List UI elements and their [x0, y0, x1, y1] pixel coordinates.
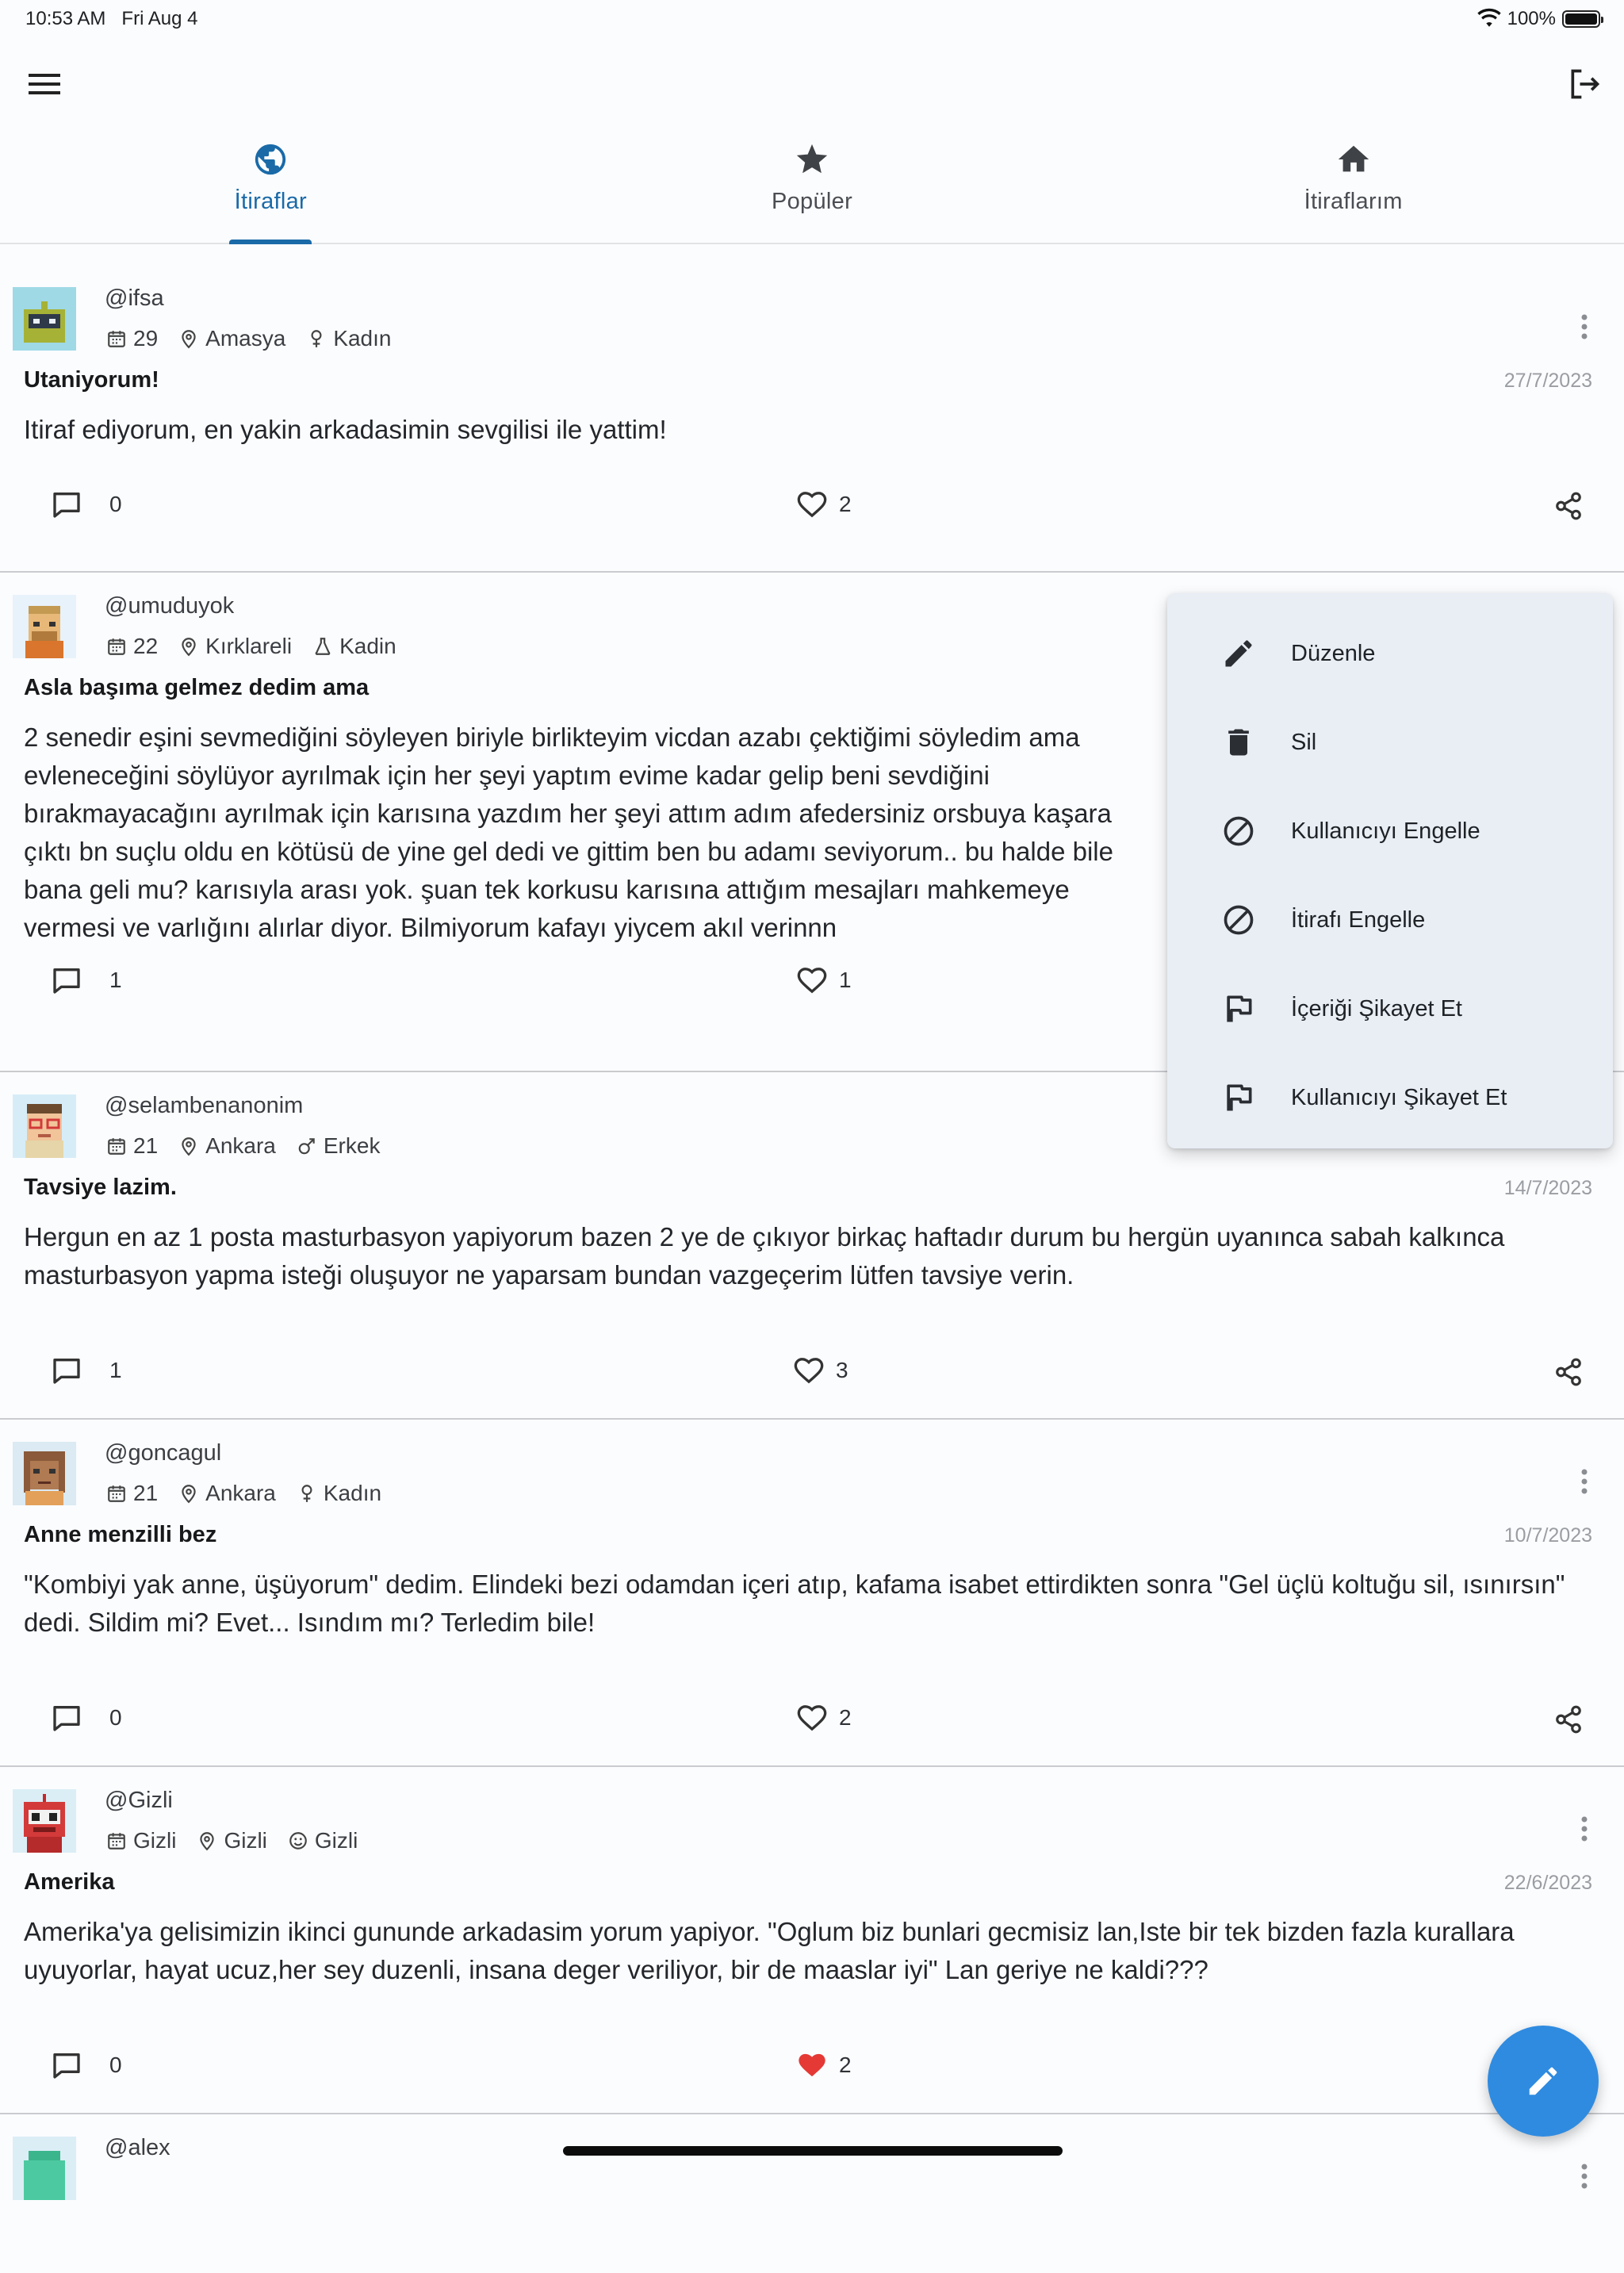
gender-value: Kadin	[339, 634, 396, 658]
menu-item-report-content[interactable]	[1167, 964, 1613, 1053]
like-count: 2	[839, 1705, 852, 1730]
battery-level: 100%	[1507, 8, 1556, 29]
like-button[interactable]	[796, 964, 852, 996]
menu-item-label: Kullanıcıyı Şikayet Et	[1291, 1084, 1507, 1110]
user-meta	[106, 326, 391, 351]
age-value: 29	[133, 326, 159, 351]
pencil-icon	[1221, 636, 1256, 671]
flag-icon	[1221, 1080, 1256, 1115]
star-icon	[794, 141, 830, 178]
wifi-icon	[1477, 10, 1501, 28]
gender-value: Kadın	[323, 1481, 382, 1505]
comment-button[interactable]	[51, 489, 122, 520]
comment-icon	[51, 489, 82, 520]
home-icon	[1335, 141, 1372, 178]
post-date: 27/7/2023	[1503, 370, 1592, 392]
menu-item-label: Düzenle	[1291, 640, 1376, 666]
comment-count: 0	[109, 1705, 122, 1730]
logout-button[interactable]	[1562, 62, 1607, 106]
post-title: Amerika	[24, 1869, 115, 1895]
gender	[288, 1828, 358, 1853]
lab-flask-icon	[312, 636, 333, 657]
menu-item-block-confession[interactable]	[1167, 876, 1613, 964]
comment-count: 0	[109, 492, 122, 516]
post-card	[0, 246, 1624, 573]
comment-count: 1	[109, 1358, 122, 1382]
age	[106, 634, 158, 659]
more-vertical-icon	[1580, 312, 1589, 341]
post-options-menu	[1167, 593, 1613, 1148]
post-card	[0, 1420, 1624, 1767]
more-options-button[interactable]	[1567, 1461, 1602, 1502]
tab-label: İtiraflar	[234, 189, 307, 214]
post-title: Asla başıma gelmez dedim ama	[24, 675, 370, 700]
status-indicators	[1477, 8, 1600, 30]
gender	[312, 634, 396, 659]
menu-item-report-user[interactable]	[1167, 1053, 1613, 1142]
male-icon	[297, 1136, 317, 1156]
heart-outline-icon	[793, 1355, 825, 1386]
post-body: Itiraf ediyorum, en yakin arkadasimin sevgilisi ile yattim!	[24, 415, 667, 444]
more-vertical-icon	[1580, 2162, 1589, 2191]
comment-button[interactable]	[51, 964, 122, 996]
status-bar	[0, 0, 1624, 38]
age	[106, 1828, 176, 1853]
home-indicator[interactable]	[563, 2146, 1063, 2156]
username[interactable]: @Gizli	[105, 1788, 173, 1813]
female-icon	[306, 328, 327, 349]
like-count: 2	[839, 492, 852, 516]
gender	[297, 1133, 381, 1159]
gender-value: Gizli	[314, 1828, 358, 1853]
location	[197, 1828, 266, 1853]
flag-icon	[1221, 991, 1256, 1026]
like-button[interactable]	[796, 2049, 852, 2081]
like-count: 2	[839, 2053, 852, 2077]
hamburger-menu-button[interactable]	[24, 63, 65, 105]
tab-populer[interactable]	[542, 131, 1083, 243]
confession-feed	[0, 246, 1624, 2273]
post-card	[0, 1767, 1624, 2114]
heart-outline-icon	[796, 1702, 828, 1734]
battery-icon	[1562, 10, 1600, 28]
like-count: 3	[836, 1358, 848, 1382]
post-card	[0, 2114, 1624, 2273]
pencil-icon	[1525, 2063, 1561, 2099]
clock: 10:53 AM	[25, 8, 106, 29]
gender-value: Kadın	[333, 326, 392, 351]
more-options-button[interactable]	[1567, 306, 1602, 347]
age	[106, 1481, 158, 1506]
post-date: 22/6/2023	[1503, 1872, 1592, 1894]
avatar[interactable]	[13, 1094, 76, 1158]
menu-item-label: Kullanıcıyı Engelle	[1291, 818, 1480, 844]
more-options-button[interactable]	[1567, 2156, 1602, 2197]
share-icon	[1553, 491, 1584, 521]
location	[178, 326, 285, 351]
menu-item-delete[interactable]	[1167, 698, 1613, 787]
menu-item-block-user[interactable]	[1167, 787, 1613, 876]
age	[106, 1133, 158, 1159]
post-body: "Kombiyi yak anne, üşüyorum" dedim. Elindeki bezi odamdan içeri atıp, kafama isabet ettirdikten sonra "Gel üçlü koltuğu sil, ısınırsın" dedi. Sildim mi? Evet... Isındım mı? Terledim bile!	[24, 1570, 1565, 1637]
menu-icon	[29, 72, 60, 96]
tab-itiraflar[interactable]	[0, 131, 542, 243]
share-icon	[1553, 1704, 1584, 1734]
location-pin-icon	[178, 1483, 199, 1504]
avatar[interactable]	[13, 595, 76, 658]
username[interactable]: @selambenanonim	[105, 1093, 304, 1118]
username[interactable]: @goncagul	[105, 1440, 222, 1466]
post-date: 14/7/2023	[1503, 1177, 1592, 1199]
comment-count: 0	[109, 2053, 122, 2077]
more-options-button[interactable]	[1567, 1808, 1602, 1849]
comment-icon	[51, 964, 82, 996]
tab-bar	[0, 131, 1624, 244]
age	[106, 326, 158, 351]
city-value: Ankara	[205, 1481, 276, 1505]
post-body: 2 senedir eşini sevmediğini söyleyen biriyle birlikteyim vicdan azabı çektiğimi söyledim ama evleneceğini söylüyor ayrılmak için her şeyi yaptım evime kadar gelip beni sevdiğini bırakmayacağını ayrılmak için karısına yazdım her şeyi attım adım afedersiniz orsbuya kaşara çıktı bn suçlu oldu en kötüsü de yine gel dedi ve gittim ben bu adamı seviyorum.. bu halde bile bana geli mu? karısıyla arası yok. şuan tek korkusu karısına attığım mesajları mahkemeye vermesi ve varlığını alırlar diyor. Bilmiyorum kafayı yiycem akıl verinnn	[24, 723, 1113, 942]
location-pin-icon	[197, 1830, 217, 1851]
city-value: Gizli	[224, 1828, 267, 1853]
user-meta	[106, 634, 396, 659]
block-icon	[1221, 903, 1256, 937]
post-title: Utaniyorum!	[24, 367, 159, 393]
post-actions	[0, 1702, 1624, 1750]
location	[178, 1481, 276, 1506]
post-actions	[0, 2049, 1624, 2097]
post-title: Tavsiye lazim.	[24, 1175, 177, 1200]
age-value: Gizli	[133, 1828, 177, 1853]
calendar-icon	[106, 636, 127, 657]
user-meta	[106, 1133, 380, 1159]
city-value: Ankara	[205, 1133, 276, 1158]
calendar-icon	[106, 1483, 127, 1504]
tab-label: Popüler	[771, 189, 853, 214]
active-tab-indicator	[229, 240, 312, 244]
post-date: 10/7/2023	[1503, 1524, 1592, 1547]
age-value: 21	[133, 1481, 159, 1505]
location	[178, 634, 292, 659]
share-button[interactable]	[1551, 1702, 1586, 1737]
gender	[297, 1481, 381, 1506]
avatar[interactable]	[13, 2137, 76, 2200]
avatar[interactable]	[13, 1789, 76, 1853]
location	[178, 1133, 276, 1159]
like-button[interactable]	[796, 1702, 852, 1734]
block-icon	[1221, 814, 1256, 849]
menu-item-edit[interactable]	[1167, 609, 1613, 698]
post-actions	[0, 1355, 1624, 1402]
heart-outline-icon	[796, 489, 828, 520]
post-body: Hergun en az 1 posta masturbasyon yapiyorum bazen 2 ye de çıkıyor birkaç haftadır durum bu hergün uyanınca sabah kalkınca masturbasyon yapma isteği oluşuyor ne yaparsam bundan vazgeçerim lütfen tavsiye verin.	[24, 1222, 1505, 1290]
username[interactable]: @alex	[105, 2135, 170, 2160]
comment-count: 1	[109, 968, 122, 992]
menu-item-label: İçeriği Şikayet Et	[1291, 995, 1462, 1022]
comment-icon	[51, 2049, 82, 2081]
like-count: 1	[839, 968, 852, 992]
comment-button[interactable]	[51, 1355, 122, 1386]
location-pin-icon	[178, 328, 199, 349]
city-value: Kırklareli	[205, 634, 293, 658]
comment-icon	[51, 1702, 82, 1734]
comment-button[interactable]	[51, 2049, 122, 2081]
menu-item-label: Sil	[1291, 729, 1317, 755]
age-value: 22	[133, 634, 159, 658]
tab-itiraflarim[interactable]	[1082, 131, 1624, 243]
comment-button[interactable]	[51, 1702, 122, 1734]
status-time	[25, 8, 197, 30]
smiley-icon	[288, 1830, 308, 1851]
gender	[306, 326, 391, 351]
post-title: Anne menzilli bez	[24, 1522, 217, 1547]
avatar[interactable]	[13, 287, 76, 351]
username[interactable]: @ifsa	[105, 286, 164, 311]
avatar[interactable]	[13, 1442, 76, 1505]
new-confession-button[interactable]	[1488, 2026, 1599, 2137]
comment-icon	[51, 1355, 82, 1386]
city-value: Amasya	[205, 326, 286, 351]
share-button[interactable]	[1551, 489, 1586, 523]
share-icon	[1553, 1357, 1584, 1387]
calendar-icon	[106, 328, 127, 349]
like-button[interactable]	[793, 1355, 848, 1386]
username[interactable]: @umuduyok	[105, 593, 235, 619]
female-icon	[297, 1483, 317, 1504]
logout-icon	[1567, 67, 1602, 102]
tab-label: İtiraflarım	[1304, 189, 1403, 214]
gender-value: Erkek	[323, 1133, 381, 1158]
post-body: Amerika'ya gelisimizin ikinci gununde arkadasim yorum yapiyor. "Oglum biz bunlari gecmisiz lan,Iste bir tek bizden fazla kurallara uyuyorlar, hayat ucuz,her sey duzenli, insana deger veriliyor, bir de maaslar iyi" Lan geriye ne kaldi???	[24, 1917, 1515, 1984]
more-vertical-icon	[1580, 1815, 1589, 1843]
age-value: 21	[133, 1133, 159, 1158]
globe-icon	[252, 141, 289, 178]
location-pin-icon	[178, 1136, 199, 1156]
heart-filled-icon	[796, 2049, 828, 2081]
calendar-icon	[106, 1136, 127, 1156]
user-meta	[106, 1481, 381, 1506]
trash-icon	[1221, 725, 1256, 760]
menu-item-label: İtirafı Engelle	[1291, 907, 1426, 933]
heart-outline-icon	[796, 964, 828, 996]
user-meta	[106, 1828, 358, 1853]
share-button[interactable]	[1551, 1355, 1586, 1389]
like-button[interactable]	[796, 489, 852, 520]
post-actions	[0, 489, 1624, 536]
more-vertical-icon	[1580, 1467, 1589, 1496]
date: Fri Aug 4	[121, 8, 198, 29]
location-pin-icon	[178, 636, 199, 657]
calendar-icon	[106, 1830, 127, 1851]
